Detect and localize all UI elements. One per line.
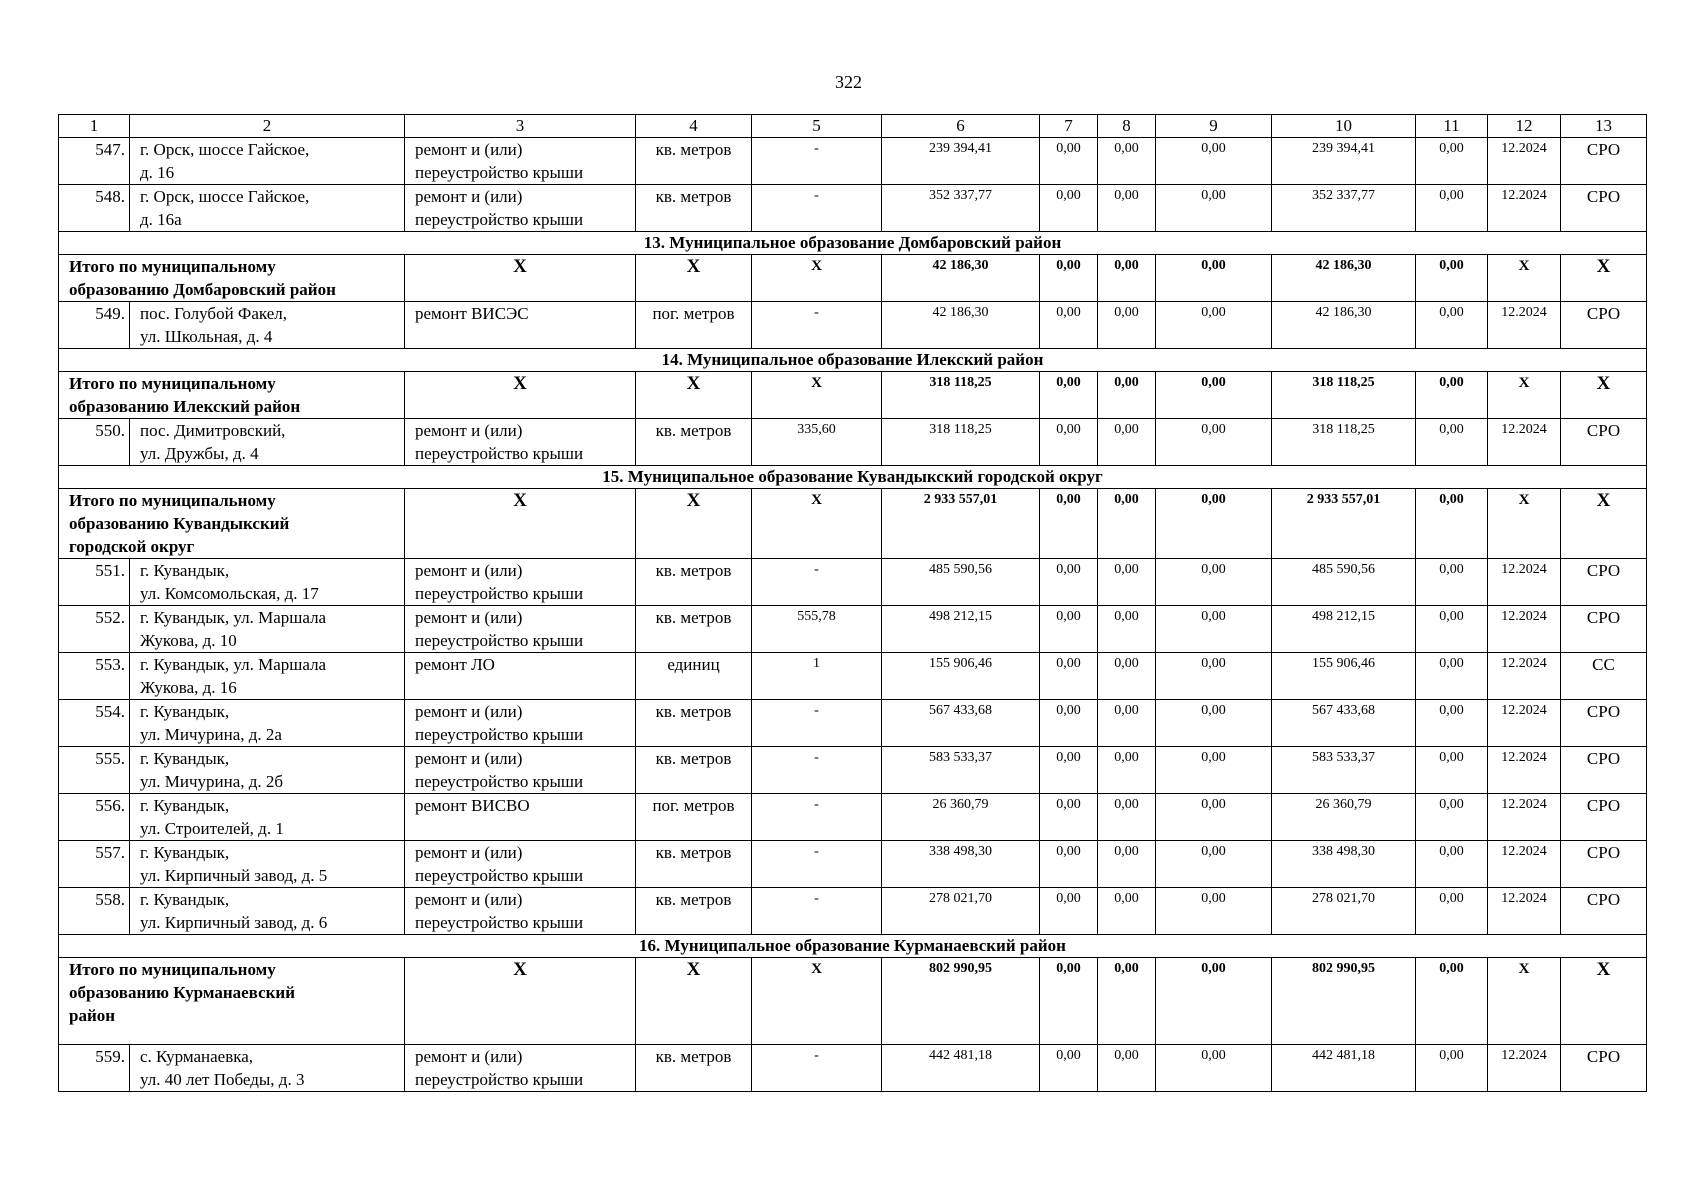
deadline-cell: 12.2024	[1488, 419, 1561, 466]
cross-mark: X	[1561, 372, 1647, 419]
amount-cell: 442 481,18	[1272, 1045, 1416, 1092]
total-cost-cell: 583 533,37	[882, 747, 1040, 794]
table-row	[59, 559, 1647, 606]
amount-cell: 0,00	[1416, 794, 1488, 841]
amount-cell: 0,00	[1156, 841, 1272, 888]
total-cost-cell: 567 433,68	[882, 700, 1040, 747]
quantity-cell: -	[752, 794, 882, 841]
subtotal-amount: 2 933 557,01	[882, 489, 1040, 559]
amount-cell: 0,00	[1416, 747, 1488, 794]
amount-cell: 0,00	[1416, 888, 1488, 935]
amount-cell: 0,00	[1156, 185, 1272, 232]
unit-cell: кв. метров	[636, 606, 752, 653]
unit-cell: пог. метров	[636, 794, 752, 841]
subtotal-amount: 42 186,30	[882, 255, 1040, 302]
table-row	[59, 606, 1647, 653]
quantity-cell: -	[752, 138, 882, 185]
table-row	[59, 794, 1647, 841]
amount-cell: 0,00	[1098, 302, 1156, 349]
amount-cell: 0,00	[1098, 559, 1156, 606]
deadline-cell: 12.2024	[1488, 138, 1561, 185]
cross-mark: X	[405, 958, 636, 1045]
work-type-cell: ремонт и (или) переустройство крыши	[405, 138, 636, 185]
amount-cell: 0,00	[1098, 489, 1156, 559]
amount-cell: 0,00	[1156, 372, 1272, 419]
cross-mark: X	[405, 489, 636, 559]
row-number: 557.	[59, 841, 130, 888]
total-cost-cell: 485 590,56	[882, 559, 1040, 606]
amount-cell: 0,00	[1040, 372, 1098, 419]
row-number: 552.	[59, 606, 130, 653]
deadline-cell: 12.2024	[1488, 559, 1561, 606]
row-number: 558.	[59, 888, 130, 935]
amount-cell: 0,00	[1098, 888, 1156, 935]
cross-mark: X	[636, 958, 752, 1045]
amount-cell: 485 590,56	[1272, 559, 1416, 606]
address-cell: г. Кувандык, ул. Строителей, д. 1	[130, 794, 405, 841]
column-number-cell: 1	[59, 115, 130, 138]
amount-cell: 0,00	[1156, 489, 1272, 559]
work-type-cell: ремонт и (или) переустройство крыши	[405, 606, 636, 653]
cross-mark: X	[1561, 489, 1647, 559]
amount-cell: 0,00	[1098, 841, 1156, 888]
amount-cell: 0,00	[1098, 653, 1156, 700]
amount-cell: 0,00	[1156, 958, 1272, 1045]
quantity-cell: -	[752, 559, 882, 606]
cross-mark: X	[636, 372, 752, 419]
address-cell: с. Курманаевка, ул. 40 лет Победы, д. 3	[130, 1045, 405, 1092]
amount-cell: 567 433,68	[1272, 700, 1416, 747]
amount-cell: 0,00	[1098, 255, 1156, 302]
work-type-cell: ремонт и (или) переустройство крыши	[405, 841, 636, 888]
table-row	[59, 653, 1647, 700]
deadline-cell: 12.2024	[1488, 302, 1561, 349]
work-type-cell: ремонт и (или) переустройство крыши	[405, 185, 636, 232]
amount-cell: 2 933 557,01	[1272, 489, 1416, 559]
cross-mark: X	[405, 372, 636, 419]
amount-cell: 0,00	[1098, 1045, 1156, 1092]
address-cell: г. Кувандык, ул. Маршала Жукова, д. 10	[130, 606, 405, 653]
quantity-cell: -	[752, 888, 882, 935]
table-row	[59, 700, 1647, 747]
amount-cell: 0,00	[1416, 559, 1488, 606]
subtotal-amount: 318 118,25	[882, 372, 1040, 419]
method-cell: СРО	[1561, 747, 1647, 794]
table-row	[59, 419, 1647, 466]
method-cell: СРО	[1561, 794, 1647, 841]
address-cell: г. Кувандык, ул. Комсомольская, д. 17	[130, 559, 405, 606]
amount-cell: 0,00	[1156, 794, 1272, 841]
subtotal-row	[59, 958, 1647, 1045]
row-number: 556.	[59, 794, 130, 841]
subtotal-title: Итого по муниципальному образованию Курманаевский район	[59, 958, 405, 1045]
table-row	[59, 185, 1647, 232]
column-number-cell: 2	[130, 115, 405, 138]
amount-cell: 0,00	[1098, 958, 1156, 1045]
amount-cell: 0,00	[1040, 888, 1098, 935]
amount-cell: 0,00	[1098, 606, 1156, 653]
section-title: 14. Муниципальное образование Илекский район	[59, 349, 1647, 372]
column-number-cell: 12	[1488, 115, 1561, 138]
amount-cell: 0,00	[1156, 138, 1272, 185]
cross-mark: X	[752, 489, 882, 559]
amount-cell: 0,00	[1416, 138, 1488, 185]
amount-cell: 0,00	[1098, 185, 1156, 232]
amount-cell: 0,00	[1416, 606, 1488, 653]
method-cell: СРО	[1561, 302, 1647, 349]
address-cell: г. Орск, шоссе Гайское, д. 16а	[130, 185, 405, 232]
table-row	[59, 1045, 1647, 1092]
amount-cell: 0,00	[1416, 841, 1488, 888]
total-cost-cell: 352 337,77	[882, 185, 1040, 232]
column-number-cell: 5	[752, 115, 882, 138]
cross-mark: X	[405, 255, 636, 302]
section-header-row	[59, 466, 1647, 489]
amount-cell: 0,00	[1416, 185, 1488, 232]
unit-cell: кв. метров	[636, 559, 752, 606]
method-cell: СРО	[1561, 419, 1647, 466]
column-number-cell: 9	[1156, 115, 1272, 138]
row-number: 547.	[59, 138, 130, 185]
amount-cell: 802 990,95	[1272, 958, 1416, 1045]
cross-mark: X	[1488, 489, 1561, 559]
subtotal-amount: 802 990,95	[882, 958, 1040, 1045]
amount-cell: 0,00	[1156, 419, 1272, 466]
work-type-cell: ремонт и (или) переустройство крыши	[405, 747, 636, 794]
column-number-cell: 13	[1561, 115, 1647, 138]
address-cell: г. Кувандык, ул. Кирпичный завод, д. 6	[130, 888, 405, 935]
amount-cell: 0,00	[1040, 489, 1098, 559]
amount-cell: 0,00	[1156, 606, 1272, 653]
method-cell: СРО	[1561, 185, 1647, 232]
section-title: 13. Муниципальное образование Домбаровский район	[59, 232, 1647, 255]
amount-cell: 0,00	[1416, 302, 1488, 349]
section-header-row	[59, 935, 1647, 958]
amount-cell: 0,00	[1156, 888, 1272, 935]
cross-mark: X	[1561, 255, 1647, 302]
amount-cell: 42 186,30	[1272, 255, 1416, 302]
amount-cell: 318 118,25	[1272, 372, 1416, 419]
table-row	[59, 888, 1647, 935]
work-type-cell: ремонт и (или) переустройство крыши	[405, 419, 636, 466]
amount-cell: 352 337,77	[1272, 185, 1416, 232]
amount-cell: 0,00	[1416, 653, 1488, 700]
work-type-cell: ремонт ЛО	[405, 653, 636, 700]
amount-cell: 0,00	[1416, 489, 1488, 559]
column-number-cell: 6	[882, 115, 1040, 138]
amount-cell: 0,00	[1040, 841, 1098, 888]
total-cost-cell: 42 186,30	[882, 302, 1040, 349]
amount-cell: 0,00	[1416, 700, 1488, 747]
amount-cell: 0,00	[1040, 138, 1098, 185]
column-number-row	[59, 115, 1647, 138]
method-cell: СРО	[1561, 138, 1647, 185]
amount-cell: 0,00	[1156, 653, 1272, 700]
work-type-cell: ремонт и (или) переустройство крыши	[405, 700, 636, 747]
row-number: 548.	[59, 185, 130, 232]
amount-cell: 318 118,25	[1272, 419, 1416, 466]
deadline-cell: 12.2024	[1488, 185, 1561, 232]
unit-cell: кв. метров	[636, 138, 752, 185]
work-type-cell: ремонт ВИСВО	[405, 794, 636, 841]
amount-cell: 0,00	[1098, 747, 1156, 794]
total-cost-cell: 442 481,18	[882, 1045, 1040, 1092]
work-type-cell: ремонт и (или) переустройство крыши	[405, 1045, 636, 1092]
column-number-cell: 8	[1098, 115, 1156, 138]
table-body	[59, 115, 1647, 1092]
total-cost-cell: 239 394,41	[882, 138, 1040, 185]
column-number-cell: 10	[1272, 115, 1416, 138]
address-cell: пос. Димитровский, ул. Дружбы, д. 4	[130, 419, 405, 466]
table-row	[59, 747, 1647, 794]
total-cost-cell: 278 021,70	[882, 888, 1040, 935]
deadline-cell: 12.2024	[1488, 606, 1561, 653]
amount-cell: 0,00	[1416, 958, 1488, 1045]
row-number: 549.	[59, 302, 130, 349]
amount-cell: 0,00	[1098, 794, 1156, 841]
amount-cell: 0,00	[1040, 747, 1098, 794]
deadline-cell: 12.2024	[1488, 700, 1561, 747]
address-cell: г. Орск, шоссе Гайское, д. 16	[130, 138, 405, 185]
amount-cell: 0,00	[1416, 419, 1488, 466]
cross-mark: X	[752, 958, 882, 1045]
quantity-cell: -	[752, 302, 882, 349]
total-cost-cell: 26 360,79	[882, 794, 1040, 841]
table-row	[59, 302, 1647, 349]
address-cell: г. Кувандык, ул. Маршала Жукова, д. 16	[130, 653, 405, 700]
quantity-cell: -	[752, 747, 882, 794]
amount-cell: 0,00	[1040, 653, 1098, 700]
address-cell: г. Кувандык, ул. Кирпичный завод, д. 5	[130, 841, 405, 888]
unit-cell: кв. метров	[636, 888, 752, 935]
subtotal-row	[59, 489, 1647, 559]
deadline-cell: 12.2024	[1488, 1045, 1561, 1092]
subtotal-title: Итого по муниципальному образованию Илекский район	[59, 372, 405, 419]
method-cell: СРО	[1561, 841, 1647, 888]
amount-cell: 155 906,46	[1272, 653, 1416, 700]
section-header-row	[59, 232, 1647, 255]
amount-cell: 0,00	[1156, 700, 1272, 747]
cross-mark: X	[636, 255, 752, 302]
method-cell: СРО	[1561, 1045, 1647, 1092]
address-cell: пос. Голубой Факел, ул. Школьная, д. 4	[130, 302, 405, 349]
total-cost-cell: 338 498,30	[882, 841, 1040, 888]
work-type-cell: ремонт ВИСЭС	[405, 302, 636, 349]
unit-cell: кв. метров	[636, 841, 752, 888]
column-number-cell: 4	[636, 115, 752, 138]
method-cell: СРО	[1561, 888, 1647, 935]
row-number: 551.	[59, 559, 130, 606]
work-type-cell: ремонт и (или) переустройство крыши	[405, 888, 636, 935]
cross-mark: X	[1561, 958, 1647, 1045]
amount-cell: 0,00	[1156, 559, 1272, 606]
amount-cell: 0,00	[1098, 372, 1156, 419]
amount-cell: 0,00	[1040, 1045, 1098, 1092]
unit-cell: пог. метров	[636, 302, 752, 349]
deadline-cell: 12.2024	[1488, 747, 1561, 794]
unit-cell: кв. метров	[636, 1045, 752, 1092]
quantity-cell: 1	[752, 653, 882, 700]
amount-cell: 0,00	[1040, 794, 1098, 841]
unit-cell: кв. метров	[636, 700, 752, 747]
table-row	[59, 841, 1647, 888]
method-cell: СС	[1561, 653, 1647, 700]
amount-cell: 0,00	[1040, 700, 1098, 747]
amount-cell: 0,00	[1040, 958, 1098, 1045]
work-type-cell: ремонт и (или) переустройство крыши	[405, 559, 636, 606]
total-cost-cell: 155 906,46	[882, 653, 1040, 700]
column-number-cell: 7	[1040, 115, 1098, 138]
subtotal-row	[59, 255, 1647, 302]
amount-cell: 0,00	[1040, 302, 1098, 349]
cross-mark: X	[636, 489, 752, 559]
amount-cell: 0,00	[1098, 419, 1156, 466]
deadline-cell: 12.2024	[1488, 841, 1561, 888]
unit-cell: кв. метров	[636, 419, 752, 466]
deadline-cell: 12.2024	[1488, 888, 1561, 935]
section-header-row	[59, 349, 1647, 372]
section-title: 16. Муниципальное образование Курманаевский район	[59, 935, 1647, 958]
amount-cell: 0,00	[1040, 606, 1098, 653]
quantity-cell: -	[752, 1045, 882, 1092]
amount-cell: 0,00	[1040, 559, 1098, 606]
column-number-cell: 3	[405, 115, 636, 138]
amount-cell: 0,00	[1416, 1045, 1488, 1092]
amount-cell: 0,00	[1040, 185, 1098, 232]
total-cost-cell: 498 212,15	[882, 606, 1040, 653]
amount-cell: 498 212,15	[1272, 606, 1416, 653]
quantity-cell: -	[752, 185, 882, 232]
quantity-cell: 335,60	[752, 419, 882, 466]
deadline-cell: 12.2024	[1488, 653, 1561, 700]
cross-mark: X	[1488, 958, 1561, 1045]
cross-mark: X	[1488, 255, 1561, 302]
amount-cell: 0,00	[1156, 302, 1272, 349]
amount-cell: 0,00	[1416, 255, 1488, 302]
amount-cell: 0,00	[1416, 372, 1488, 419]
amount-cell: 0,00	[1098, 700, 1156, 747]
repair-schedule-table	[58, 114, 1647, 1092]
method-cell: СРО	[1561, 606, 1647, 653]
quantity-cell: -	[752, 841, 882, 888]
amount-cell: 0,00	[1156, 1045, 1272, 1092]
amount-cell: 338 498,30	[1272, 841, 1416, 888]
unit-cell: единиц	[636, 653, 752, 700]
deadline-cell: 12.2024	[1488, 794, 1561, 841]
amount-cell: 583 533,37	[1272, 747, 1416, 794]
method-cell: СРО	[1561, 700, 1647, 747]
amount-cell: 239 394,41	[1272, 138, 1416, 185]
unit-cell: кв. метров	[636, 747, 752, 794]
section-title: 15. Муниципальное образование Кувандыкский городской округ	[59, 466, 1647, 489]
subtotal-title: Итого по муниципальному образованию Домбаровский район	[59, 255, 405, 302]
row-number: 554.	[59, 700, 130, 747]
cross-mark: X	[752, 372, 882, 419]
total-cost-cell: 318 118,25	[882, 419, 1040, 466]
page-number: 322	[835, 72, 862, 92]
row-number: 559.	[59, 1045, 130, 1092]
amount-cell: 42 186,30	[1272, 302, 1416, 349]
amount-cell: 0,00	[1098, 138, 1156, 185]
address-cell: г. Кувандык, ул. Мичурина, д. 2б	[130, 747, 405, 794]
row-number: 550.	[59, 419, 130, 466]
amount-cell: 0,00	[1156, 255, 1272, 302]
subtotal-title: Итого по муниципальному образованию Кувандыкский городской округ	[59, 489, 405, 559]
address-cell: г. Кувандык, ул. Мичурина, д. 2а	[130, 700, 405, 747]
subtotal-row	[59, 372, 1647, 419]
amount-cell: 278 021,70	[1272, 888, 1416, 935]
method-cell: СРО	[1561, 559, 1647, 606]
quantity-cell: 555,78	[752, 606, 882, 653]
amount-cell: 0,00	[1156, 747, 1272, 794]
amount-cell: 0,00	[1040, 255, 1098, 302]
cross-mark: X	[752, 255, 882, 302]
amount-cell: 0,00	[1040, 419, 1098, 466]
row-number: 553.	[59, 653, 130, 700]
table-row	[59, 138, 1647, 185]
amount-cell: 26 360,79	[1272, 794, 1416, 841]
cross-mark: X	[1488, 372, 1561, 419]
row-number: 555.	[59, 747, 130, 794]
column-number-cell: 11	[1416, 115, 1488, 138]
quantity-cell: -	[752, 700, 882, 747]
unit-cell: кв. метров	[636, 185, 752, 232]
